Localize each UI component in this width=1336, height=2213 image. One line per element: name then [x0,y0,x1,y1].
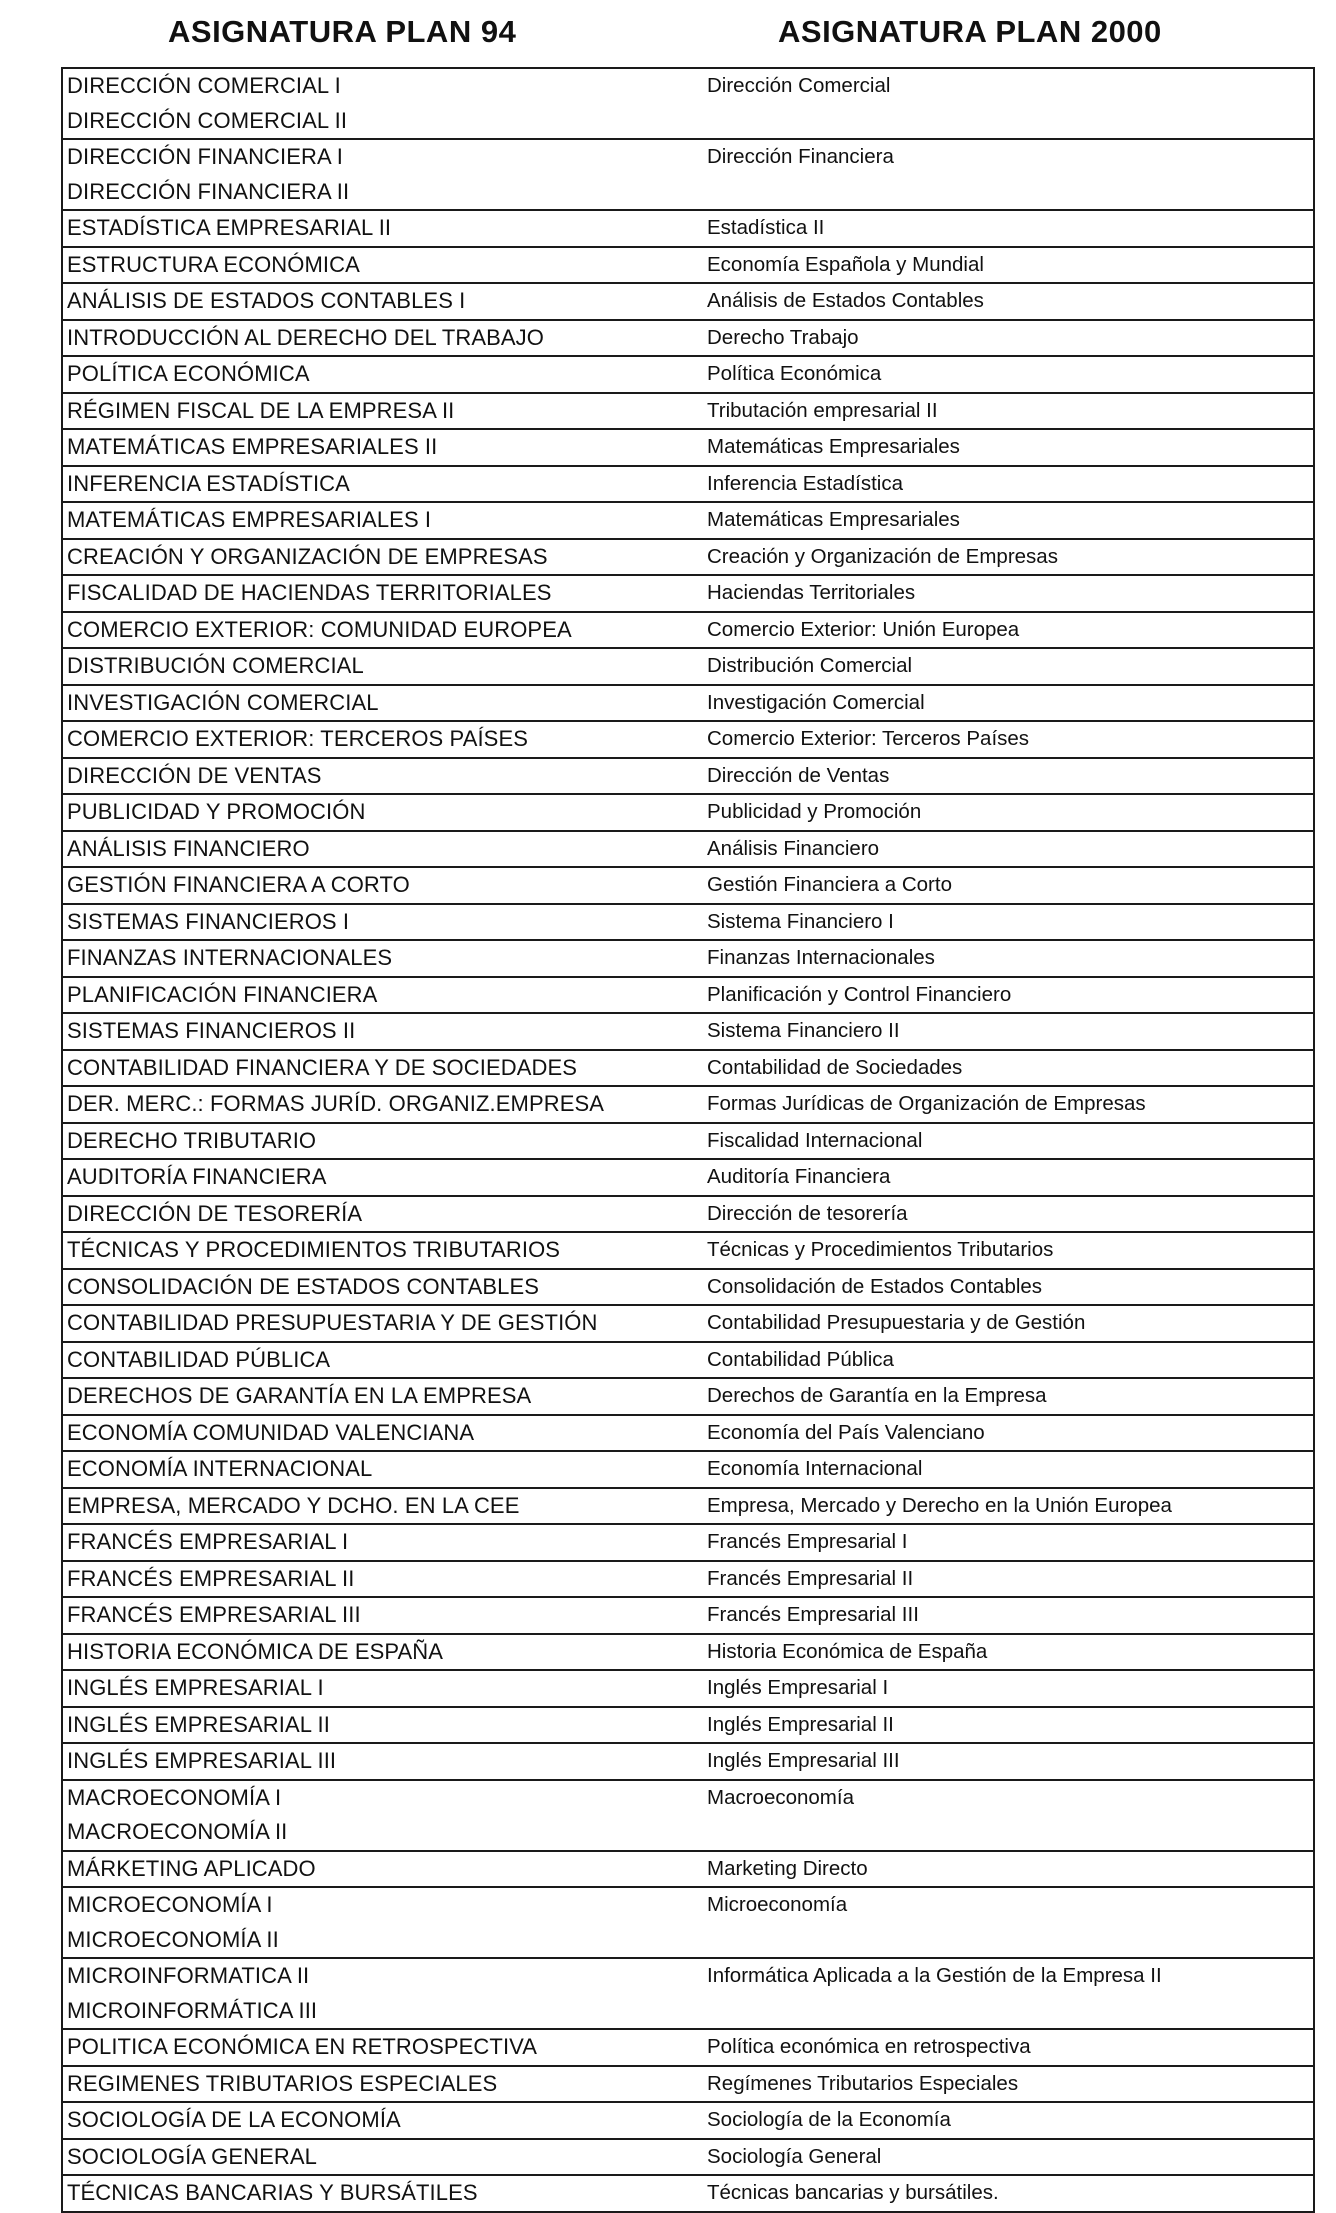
table-row [62,502,1314,539]
plan2000-subject: Informática Aplicada a la Gestión de la Empresa II [707,1964,1162,1987]
plan2000-subject: Economía del País Valenciano [707,1420,985,1444]
plan94-cell [62,247,707,284]
plan2000-subject: Política económica en retrospectiva [707,2035,1031,2058]
plan94-subject: POLITICA ECONÓMICA EN RETROSPECTIVA [67,2034,538,2059]
plan2000-cell [707,2102,1314,2139]
table-row [62,1597,1314,1634]
plan2000-subject: Haciendas Territoriales [707,581,916,604]
header-plan-94: ASIGNATURA PLAN 94 [168,14,517,49]
plan94-subject: MATEMÁTICAS EMPRESARIALES I [67,507,432,532]
plan94-cell [62,1159,707,1196]
plan94-cell [62,794,707,831]
header-plan-2000: ASIGNATURA PLAN 2000 [778,14,1162,49]
plan94-subject: INGLÉS EMPRESARIAL II [67,1711,330,1737]
table-row [62,356,1314,393]
plan94-subject: MICROECONOMÍA I [67,1892,273,1917]
plan94-subject: ECONOMÍA INTERNACIONAL [67,1456,373,1481]
table-row [62,1305,1314,1342]
plan2000-subject: Matemáticas Empresariales [707,508,960,531]
plan94-cell [62,1342,707,1379]
plan2000-subject: Análisis Financiero [707,836,880,860]
table-row [62,685,1314,722]
plan94-subject: DIRECCIÓN COMERCIAL I [67,73,341,98]
plan94-cell [62,2029,707,2066]
plan94-cell [62,1269,707,1306]
plan2000-subject: Comercio Exterior: Unión Europea [707,617,1020,641]
plan2000-subject: Inglés Empresarial II [707,1712,894,1736]
table-row [62,904,1314,941]
plan2000-subject: Formas Jurídicas de Organización de Empresas [707,1092,1146,1115]
plan94-subject: REGIMENES TRIBUTARIOS ESPECIALES [67,2070,498,2096]
table-row [62,320,1314,357]
plan94-cell [62,539,707,576]
plan94-subject: CONSOLIDACIÓN DE ESTADOS CONTABLES [67,1273,540,1299]
plan94-cell [62,1670,707,1707]
plan2000-cell [707,1123,1314,1160]
table-row [62,1488,1314,1525]
plan94-subject: HISTORIA ECONÓMICA DE ESPAÑA [67,1638,444,1664]
plan94-subject: INFERENCIA ESTADÍSTICA [67,470,350,496]
plan94-cell [62,721,707,758]
plan2000-subject: Economía Española y Mundial [707,252,984,276]
plan2000-subject: Marketing Directo [707,1856,868,1880]
table-row [62,139,1314,210]
plan2000-cell [707,1707,1314,1744]
plan2000-subject: Consolidación de Estados Contables [707,1274,1043,1298]
plan94-subject: MACROECONOMÍA II [67,1819,288,1844]
table-row [62,539,1314,576]
plan94-cell [62,2175,707,2212]
plan94-cell [62,612,707,649]
plan94-cell [62,1488,707,1525]
plan94-cell [62,1707,707,1744]
plan94-subject: DISTRIBUCIÓN COMERCIAL [67,653,364,678]
plan94-cell [62,139,707,210]
plan94-subject: DER. MERC.: FORMAS JURÍD. ORGANIZ.EMPRESA [67,1091,605,1116]
plan94-cell [62,648,707,685]
plan94-cell [62,2139,707,2176]
plan94-subject: MICROINFORMATICA II [67,1963,310,1988]
table-row [62,1123,1314,1160]
plan94-cell [62,1305,707,1342]
plan2000-subject: Matemáticas Empresariales [707,435,960,458]
plan2000-cell [707,210,1314,247]
plan94-subject: INGLÉS EMPRESARIAL III [67,1748,337,1773]
plan2000-subject: Microeconomía [707,1893,848,1916]
plan94-subject: SOCIOLOGÍA DE LA ECONOMÍA [67,2107,401,2132]
plan94-cell [62,429,707,466]
plan94-cell [62,2102,707,2139]
table-row [62,977,1314,1014]
plan2000-cell [707,721,1314,758]
plan2000-cell [707,1597,1314,1634]
plan94-cell [62,1524,707,1561]
plan94-subject: DERECHOS DE GARANTÍA EN LA EMPRESA [67,1383,532,1408]
table-row [62,1707,1314,1744]
table-row [62,2102,1314,2139]
plan2000-cell [707,1670,1314,1707]
plan2000-cell [707,68,1314,139]
table-row [62,1196,1314,1233]
plan94-subject: MÁRKETING APLICADO [67,1855,316,1881]
plan94-cell [62,356,707,393]
plan94-cell [62,393,707,430]
table-row [62,721,1314,758]
table-row [62,2175,1314,2212]
table-row [62,1050,1314,1087]
plan94-cell [62,502,707,539]
plan2000-subject: Fiscalidad Internacional [707,1128,923,1152]
plan2000-cell [707,1159,1314,1196]
plan94-cell [62,575,707,612]
plan94-subject: DIRECCIÓN FINANCIERA I [67,144,344,169]
plan94-subject: MICROINFORMÁTICA III [67,1997,318,2023]
table-row [62,1670,1314,1707]
plan2000-subject: Finanzas Internacionales [707,946,935,969]
plan2000-subject: Inglés Empresarial III [707,1749,900,1772]
plan2000-subject: Sociología de la Economía [707,2108,951,2131]
plan2000-cell [707,393,1314,430]
table-row [62,1232,1314,1269]
plan2000-cell [707,685,1314,722]
plan2000-subject: Investigación Comercial [707,690,925,714]
plan2000-subject: Técnicas y Procedimientos Tributarios [707,1238,1054,1261]
plan94-subject: AUDITORÍA FINANCIERA [67,1164,327,1189]
plan2000-subject: Contabilidad de Sociedades [707,1055,963,1079]
plan94-subject: POLÍTICA ECONÓMICA [67,361,310,386]
plan2000-cell [707,320,1314,357]
plan94-cell [62,685,707,722]
plan94-subject: CONTABILIDAD PRESUPUESTARIA Y DE GESTIÓN [67,1310,598,1335]
plan2000-cell [707,429,1314,466]
plan2000-subject: Inferencia Estadística [707,471,903,495]
plan94-cell [62,1958,707,2029]
plan94-cell [62,1451,707,1488]
plan2000-cell [707,758,1314,795]
plan94-cell [62,2066,707,2103]
plan94-cell [62,1851,707,1888]
table-row [62,429,1314,466]
plan2000-cell [707,904,1314,941]
plan94-subject: PLANIFICACIÓN FINANCIERA [67,981,378,1007]
plan94-subject: DIRECCIÓN DE TESORERÍA [67,1200,363,1226]
table-row [62,2139,1314,2176]
table-row [62,210,1314,247]
plan2000-subject: Macroeconomía [707,1785,854,1809]
plan94-cell [62,904,707,941]
plan94-subject: SOCIOLOGÍA GENERAL [67,2143,317,2169]
table-row [62,466,1314,503]
table-row [62,612,1314,649]
plan2000-cell [707,466,1314,503]
table-row [62,758,1314,795]
plan94-cell [62,1123,707,1160]
table-row [62,68,1314,139]
plan2000-cell [707,356,1314,393]
plan94-cell [62,210,707,247]
plan94-subject: RÉGIMEN FISCAL DE LA EMPRESA II [67,397,455,423]
table-row [62,2066,1314,2103]
plan2000-cell [707,2029,1314,2066]
plan2000-subject: Francés Empresarial I [707,1530,908,1553]
plan94-subject: MICROECONOMÍA II [67,1926,279,1952]
plan94-subject: DERECHO TRIBUTARIO [67,1127,317,1153]
plan2000-subject: Derechos de Garantía en la Empresa [707,1384,1047,1407]
plan2000-cell [707,247,1314,284]
plan2000-cell [707,1451,1314,1488]
plan94-subject: ESTADÍSTICA EMPRESARIAL II [67,215,392,240]
plan2000-cell [707,1634,1314,1671]
plan2000-subject: Gestión Financiera a Corto [707,873,952,896]
plan94-subject: MACROECONOMÍA I [67,1784,282,1810]
table-row [62,940,1314,977]
plan94-subject: CONTABILIDAD FINANCIERA Y DE SOCIEDADES [67,1054,578,1080]
plan2000-subject: Comercio Exterior: Terceros Países [707,727,1030,750]
plan2000-subject: Publicidad y Promoción [707,800,922,823]
plan2000-cell [707,1488,1314,1525]
plan2000-subject: Empresa, Mercado y Derecho en la Unión Europea [707,1493,1172,1517]
plan2000-subject: Sistema Financiero I [707,909,894,933]
table-row [62,1743,1314,1780]
plan2000-cell [707,1561,1314,1598]
plan94-cell [62,1050,707,1087]
plan94-subject: DIRECCIÓN DE VENTAS [67,762,322,788]
plan2000-cell [707,831,1314,868]
plan94-subject: ESTRUCTURA ECONÓMICA [67,251,360,277]
plan2000-cell [707,648,1314,685]
plan2000-cell [707,139,1314,210]
plan2000-cell [707,575,1314,612]
table-row [62,1851,1314,1888]
plan2000-cell [707,1378,1314,1415]
plan2000-subject: Dirección Comercial [707,74,891,97]
plan94-subject: FINANZAS INTERNACIONALES [67,945,393,970]
table-row [62,1013,1314,1050]
plan94-cell [62,758,707,795]
plan94-subject: GESTIÓN FINANCIERA A CORTO [67,872,410,897]
plan2000-subject: Economía Internacional [707,1457,923,1480]
plan2000-cell [707,1269,1314,1306]
plan94-cell [62,1378,707,1415]
plan94-subject: DIRECCIÓN COMERCIAL II [67,107,348,133]
table-row [62,1451,1314,1488]
plan94-subject: COMERCIO EXTERIOR: TERCEROS PAÍSES [67,726,528,751]
plan2000-subject: Técnicas bancarias y bursátiles. [707,2181,999,2204]
plan94-subject: INTRODUCCIÓN AL DERECHO DEL TRABAJO [67,324,544,350]
plan2000-cell [707,1013,1314,1050]
plan2000-cell [707,2139,1314,2176]
plan2000-subject: Contabilidad Presupuestaria y de Gestión [707,1311,1086,1334]
plan94-cell [62,831,707,868]
plan94-cell [62,1086,707,1123]
plan94-cell [62,320,707,357]
table-row [62,1159,1314,1196]
plan94-cell [62,1196,707,1233]
plan94-cell [62,283,707,320]
plan94-subject: PUBLICIDAD Y PROMOCIÓN [67,799,366,824]
table-row [62,2029,1314,2066]
plan2000-cell [707,1305,1314,1342]
plan2000-cell [707,1415,1314,1452]
plan94-cell [62,1597,707,1634]
plan2000-cell [707,867,1314,904]
plan94-subject: ANÁLISIS FINANCIERO [67,835,310,861]
column-headers [0,14,1336,64]
plan2000-subject: Tributación empresarial II [707,398,938,422]
plan94-cell [62,1634,707,1671]
plan94-subject: FRANCÉS EMPRESARIAL I [67,1529,349,1554]
table-row [62,1780,1314,1851]
table-row [62,1561,1314,1598]
plan94-cell [62,1780,707,1851]
equivalence-table [61,67,1315,2213]
plan2000-cell [707,2066,1314,2103]
plan2000-cell [707,502,1314,539]
plan2000-subject: Política Económica [707,362,882,385]
plan94-cell [62,1561,707,1598]
plan2000-subject: Contabilidad Pública [707,1347,894,1371]
plan94-subject: FRANCÉS EMPRESARIAL II [67,1565,355,1591]
plan94-subject: ECONOMÍA COMUNIDAD VALENCIANA [67,1419,475,1445]
table-row [62,794,1314,831]
table-row [62,247,1314,284]
plan94-cell [62,1232,707,1269]
plan2000-cell [707,1958,1314,2029]
table-row [62,648,1314,685]
plan94-cell [62,867,707,904]
table-row [62,1958,1314,2029]
plan94-subject: EMPRESA, MERCADO Y DCHO. EN LA CEE [67,1492,520,1518]
equivalence-table-body [62,68,1314,2212]
plan2000-cell [707,1232,1314,1269]
plan94-cell [62,466,707,503]
plan94-subject: CONTABILIDAD PÚBLICA [67,1346,331,1372]
plan94-subject: CREACIÓN Y ORGANIZACIÓN DE EMPRESAS [67,543,548,569]
plan94-cell [62,68,707,139]
plan2000-cell [707,2175,1314,2212]
plan94-subject: INGLÉS EMPRESARIAL I [67,1675,324,1700]
plan94-subject: INVESTIGACIÓN COMERCIAL [67,689,379,715]
plan94-subject: ANÁLISIS DE ESTADOS CONTABLES I [67,288,466,313]
plan94-subject: TÉCNICAS Y PROCEDIMIENTOS TRIBUTARIOS [67,1237,561,1262]
plan2000-subject: Inglés Empresarial I [707,1676,889,1699]
plan2000-cell [707,1780,1314,1851]
table-row [62,1524,1314,1561]
table-row [62,283,1314,320]
table-row [62,393,1314,430]
table-row [62,1269,1314,1306]
plan2000-subject: Dirección de tesorería [707,1201,908,1225]
plan2000-subject: Historia Económica de España [707,1639,988,1663]
table-row [62,1634,1314,1671]
plan2000-subject: Análisis de Estados Contables [707,289,984,312]
plan2000-cell [707,1851,1314,1888]
plan94-subject: DIRECCIÓN FINANCIERA II [67,178,350,204]
plan94-cell [62,940,707,977]
plan94-subject: FRANCÉS EMPRESARIAL III [67,1602,361,1627]
plan94-cell [62,1013,707,1050]
plan94-subject: TÉCNICAS BANCARIAS Y BURSÁTILES [67,2180,478,2205]
plan2000-cell [707,940,1314,977]
table-row [62,831,1314,868]
plan2000-subject: Auditoría Financiera [707,1165,891,1188]
plan2000-subject: Regímenes Tributarios Especiales [707,2071,1019,2095]
plan94-subject: FISCALIDAD DE HACIENDAS TERRITORIALES [67,580,552,605]
plan2000-cell [707,1086,1314,1123]
plan2000-cell [707,1524,1314,1561]
plan2000-cell [707,977,1314,1014]
plan94-subject: SISTEMAS FINANCIEROS II [67,1018,356,1043]
plan2000-subject: Derecho Trabajo [707,325,859,349]
plan94-cell [62,1743,707,1780]
table-row [62,1415,1314,1452]
plan2000-cell [707,1196,1314,1233]
plan94-cell [62,977,707,1014]
plan2000-subject: Sociología General [707,2144,882,2168]
plan2000-cell [707,1050,1314,1087]
table-row [62,1342,1314,1379]
table-row [62,1378,1314,1415]
plan2000-cell [707,612,1314,649]
plan2000-cell [707,794,1314,831]
plan2000-subject: Estadística II [707,216,825,239]
plan2000-cell [707,283,1314,320]
plan2000-subject: Sistema Financiero II [707,1019,900,1042]
table-row [62,575,1314,612]
table-row [62,867,1314,904]
plan2000-subject: Creación y Organización de Empresas [707,544,1058,568]
plan2000-cell [707,539,1314,576]
table-row [62,1887,1314,1958]
plan94-cell [62,1415,707,1452]
plan2000-subject: Planificación y Control Financiero [707,982,1012,1006]
plan2000-subject: Dirección Financiera [707,145,894,168]
plan2000-subject: Distribución Comercial [707,654,913,677]
plan94-subject: COMERCIO EXTERIOR: COMUNIDAD EUROPEA [67,616,572,642]
plan94-subject: SISTEMAS FINANCIEROS I [67,908,350,934]
plan2000-subject: Dirección de Ventas [707,763,890,787]
plan94-subject: MATEMÁTICAS EMPRESARIALES II [67,434,438,459]
plan2000-subject: Francés Empresarial III [707,1603,919,1626]
plan94-cell [62,1887,707,1958]
plan2000-cell [707,1887,1314,1958]
plan2000-cell [707,1743,1314,1780]
plan2000-subject: Francés Empresarial II [707,1566,914,1590]
plan2000-cell [707,1342,1314,1379]
table-row [62,1086,1314,1123]
